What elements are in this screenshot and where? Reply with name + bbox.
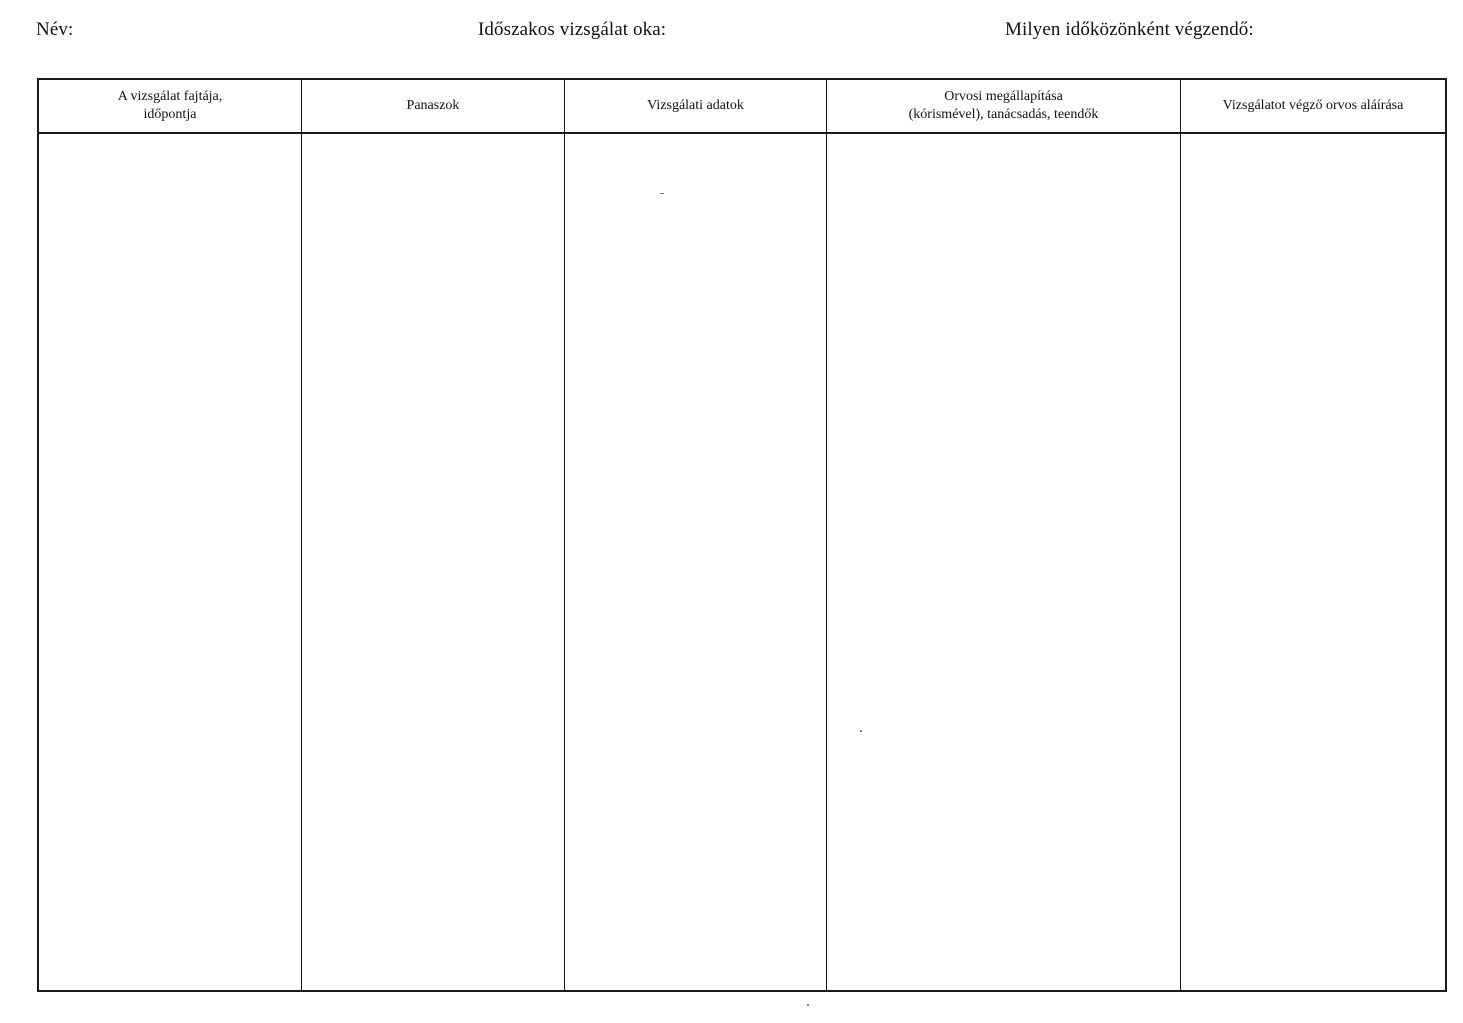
column-header-label: Vizsgálatot végző orvos aláírása [1222,98,1404,113]
column-header-label: Orvosi megállapítása (kórismével), tanácsadás, teendők [908,89,1099,122]
examination-record-table [37,78,1447,992]
column-header-label: A vizsgálat fajtája, időpontja [117,89,223,122]
examination-frequency-label: Milyen időközönként végzendő: [1005,19,1254,40]
examination-reason-label: Időszakos vizsgálat oka: [478,19,667,40]
column-header-label: Vizsgálati adatok [647,98,744,113]
doctor-signature-entry-cell[interactable] [1181,134,1445,990]
scan-speck [807,1004,809,1006]
scan-speck [660,193,664,194]
column-header-exam-type [39,80,302,134]
name-label: Név: [36,19,74,40]
column-header-doctor-signature [1181,80,1445,134]
exam-data-entry-cell[interactable] [565,134,827,990]
column-header-complaints [302,80,565,134]
medical-findings-entry-cell[interactable] [827,134,1181,990]
scan-speck [860,730,862,732]
complaints-entry-cell[interactable] [302,134,565,990]
column-header-medical-findings [827,80,1181,134]
exam-type-entry-cell[interactable] [39,134,302,990]
column-header-label: Panaszok [406,98,460,113]
column-header-exam-data [565,80,827,134]
